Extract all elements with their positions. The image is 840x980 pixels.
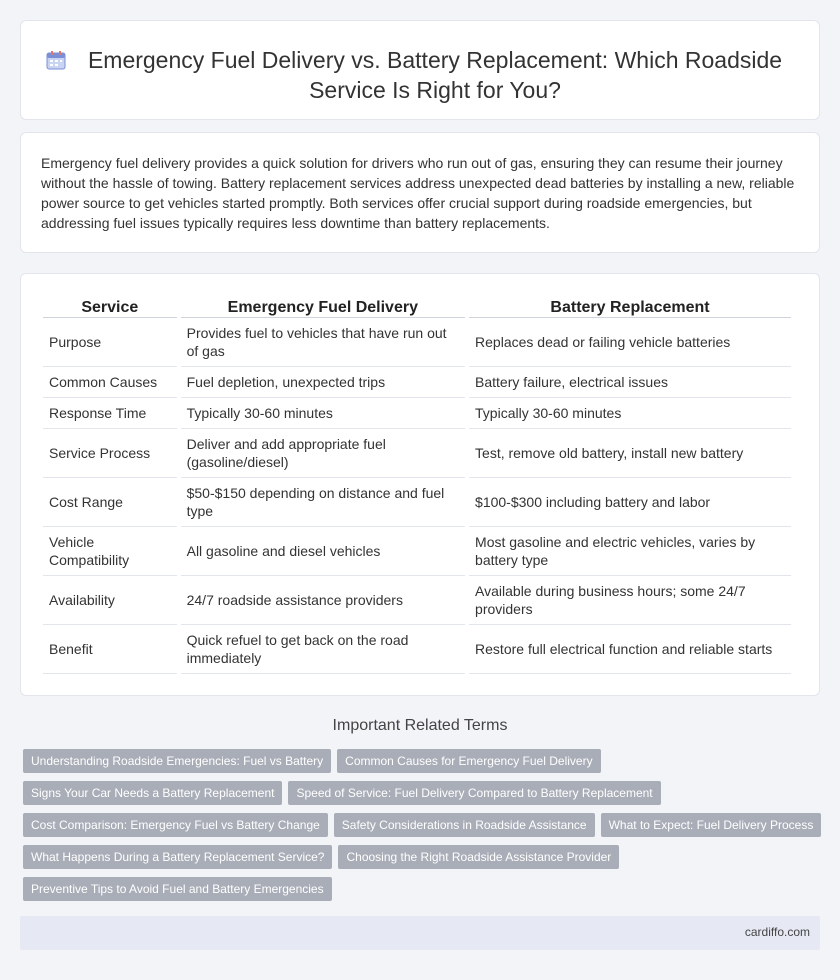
fuel-cell: Typically 30-60 minutes bbox=[181, 398, 465, 429]
related-terms-list bbox=[23, 749, 823, 909]
table-row bbox=[43, 625, 791, 674]
battery-cell: Restore full electrical function and reliable starts bbox=[469, 625, 791, 674]
related-term-tag[interactable]: Speed of Service: Fuel Delivery Compared to Battery Replacement bbox=[288, 781, 660, 805]
related-term-tag[interactable]: What to Expect: Fuel Delivery Process bbox=[601, 813, 822, 837]
fuel-cell: Fuel depletion, unexpected trips bbox=[181, 367, 465, 398]
fuel-cell: Provides fuel to vehicles that have run out of gas bbox=[181, 318, 465, 367]
related-term-tag[interactable]: Safety Considerations in Roadside Assistance bbox=[334, 813, 595, 837]
battery-cell: $100-$300 including battery and labor bbox=[469, 478, 791, 527]
row-label: Response Time bbox=[43, 398, 177, 429]
related-term-tag[interactable]: Common Causes for Emergency Fuel Delivery bbox=[337, 749, 600, 773]
tag-row bbox=[23, 845, 823, 869]
fuel-cell: $50-$150 depending on distance and fuel type bbox=[181, 478, 465, 527]
tag-row bbox=[23, 877, 823, 901]
intro-card bbox=[20, 132, 820, 253]
related-term-tag[interactable]: Cost Comparison: Emergency Fuel vs Battery Change bbox=[23, 813, 328, 837]
row-label: Purpose bbox=[43, 318, 177, 367]
table-header-row bbox=[43, 296, 791, 318]
battery-cell: Test, remove old battery, install new battery bbox=[469, 429, 791, 478]
fuel-cell: 24/7 roadside assistance providers bbox=[181, 576, 465, 625]
table-row bbox=[43, 527, 791, 576]
related-term-tag[interactable]: Signs Your Car Needs a Battery Replacement bbox=[23, 781, 282, 805]
battery-cell: Typically 30-60 minutes bbox=[469, 398, 791, 429]
title-card bbox=[20, 20, 820, 120]
related-terms-heading: Important Related Terms bbox=[332, 717, 508, 734]
comparison-table bbox=[39, 296, 795, 674]
tag-row bbox=[23, 749, 823, 773]
table-row bbox=[43, 398, 791, 429]
header-fuel-delivery: Emergency Fuel Delivery bbox=[181, 296, 465, 318]
row-label: Cost Range bbox=[43, 478, 177, 527]
related-term-tag[interactable]: Choosing the Right Roadside Assistance Provider bbox=[338, 845, 619, 869]
related-term-tag[interactable]: Preventive Tips to Avoid Fuel and Battery Emergencies bbox=[23, 877, 332, 901]
fuel-cell: All gasoline and diesel vehicles bbox=[181, 527, 465, 576]
header-battery-replacement: Battery Replacement bbox=[469, 296, 791, 318]
page-title: Emergency Fuel Delivery vs. Battery Replacement: Which Roadside Service Is Right for You? bbox=[87, 47, 783, 103]
row-label: Common Causes bbox=[43, 367, 177, 398]
footer-site-link[interactable]: cardiffo.com bbox=[744, 925, 810, 939]
related-term-tag[interactable]: What Happens During a Battery Replacement Service? bbox=[23, 845, 332, 869]
table-row bbox=[43, 318, 791, 367]
row-label: Service Process bbox=[43, 429, 177, 478]
related-term-tag[interactable]: Understanding Roadside Emergencies: Fuel vs Battery bbox=[23, 749, 331, 773]
comparison-card bbox=[20, 273, 820, 696]
row-label: Vehicle Compatibility bbox=[43, 527, 177, 576]
intro-paragraph: Emergency fuel delivery provides a quick solution for drivers who run out of gas, ensuring they can resume their journey without the hassle of towing. Battery replacement services address unexpected dead batteries by installing a new, reliable power source to get vehicles started promptly. Both services offer crucial support during roadside emergencies, but addressing fuel issues typically requires less downtime than battery replacements. bbox=[41, 155, 795, 231]
tag-row bbox=[23, 813, 823, 837]
table-row bbox=[43, 576, 791, 625]
table-row bbox=[43, 478, 791, 527]
row-label: Availability bbox=[43, 576, 177, 625]
fuel-cell: Quick refuel to get back on the road immediately bbox=[181, 625, 465, 674]
battery-cell: Most gasoline and electric vehicles, varies by battery type bbox=[469, 527, 791, 576]
fuel-cell: Deliver and add appropriate fuel (gasoline/diesel) bbox=[181, 429, 465, 478]
table-row bbox=[43, 367, 791, 398]
tag-row bbox=[23, 781, 823, 805]
footer bbox=[20, 916, 820, 950]
table-row bbox=[43, 429, 791, 478]
battery-cell: Replaces dead or failing vehicle batteries bbox=[469, 318, 791, 367]
row-label: Benefit bbox=[43, 625, 177, 674]
header-service: Service bbox=[43, 296, 177, 318]
battery-cell: Battery failure, electrical issues bbox=[469, 367, 791, 398]
battery-cell: Available during business hours; some 24/7 providers bbox=[469, 576, 791, 625]
